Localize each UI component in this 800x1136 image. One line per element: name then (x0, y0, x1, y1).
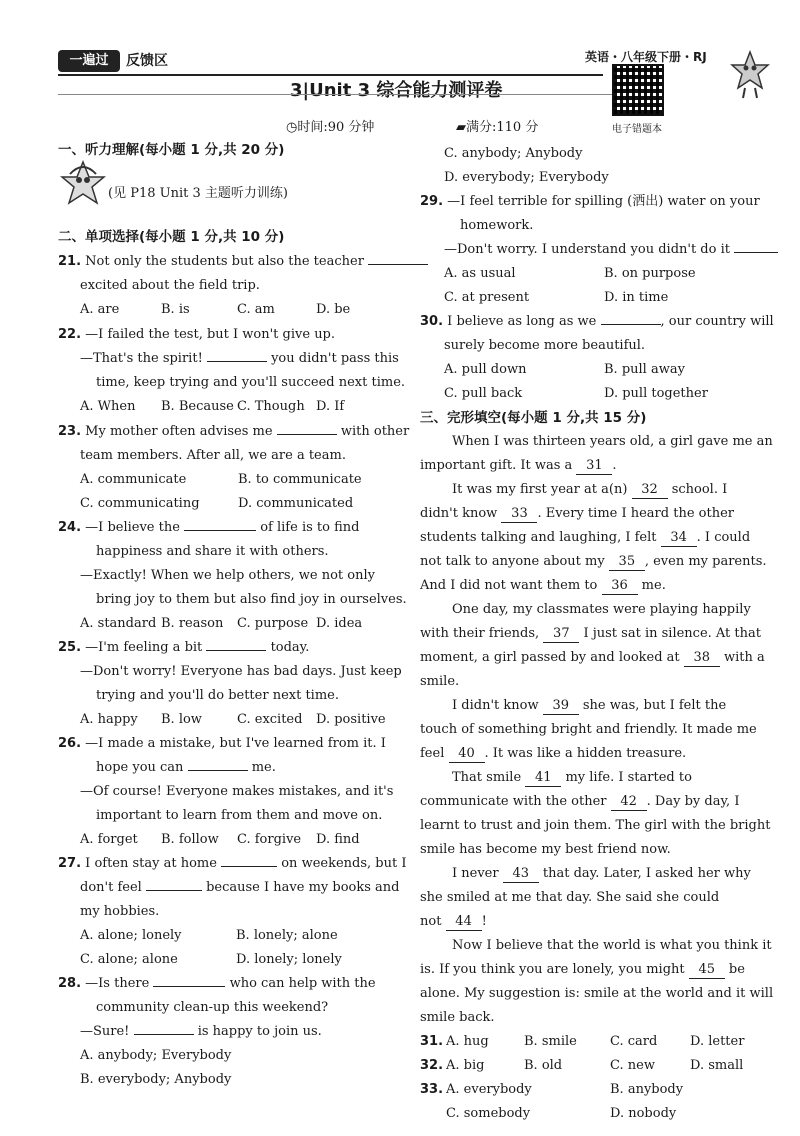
q32-option-d[interactable]: D. small (690, 1058, 744, 1073)
q22-option-b[interactable]: B. Because (161, 399, 234, 414)
passage-line: It was my first year at a(n) 32 school. I (452, 482, 728, 497)
q23-stem: 23. My mother often advises me with other (58, 424, 410, 439)
answer-blank[interactable] (184, 530, 256, 531)
passage-line: didn't know 33 . Every time I heard the other (420, 506, 734, 521)
q29-option-d[interactable]: D. in time (604, 290, 669, 305)
answer-blank[interactable] (206, 650, 266, 651)
q24-option-b[interactable]: B. reason (161, 616, 224, 631)
answer-blank[interactable] (146, 890, 202, 891)
q21-stem-line2: excited about the field trip. (80, 278, 260, 293)
q28-option-b[interactable]: B. everybody; Anybody (80, 1072, 232, 1087)
passage-line: not 44 ! (420, 914, 487, 929)
q23-stem-line2: team members. After all, we are a team. (80, 448, 346, 463)
cloze-blank-38[interactable]: 38 (684, 650, 720, 667)
passage-line: students talking and laughing, I felt 34 . I could (420, 530, 751, 545)
q23-option-b[interactable]: B. to communicate (238, 472, 362, 487)
q31-option-c[interactable]: C. card (610, 1034, 658, 1049)
q25-stem-line3: trying and you'll do better next time. (96, 688, 339, 703)
listening-note: (见 P18 Unit 3 主题听力训练) (108, 186, 288, 201)
passage-line: When I was thirteen years old, a girl gave me an (452, 434, 773, 449)
q30-stem-line2: surely become more beautiful. (444, 338, 646, 353)
q21-option-d[interactable]: D. be (316, 302, 351, 317)
q22-option-c[interactable]: C. Though (237, 399, 305, 414)
q29-option-c[interactable]: C. at present (444, 290, 530, 305)
passage-line: That smile 41 my life. I started to (452, 770, 692, 785)
clock-icon: ◷ (286, 120, 298, 135)
title-rule (58, 94, 618, 95)
listening-mascot-icon (60, 160, 106, 206)
q25-stem: 25. —I'm feeling a bit today. (58, 640, 310, 655)
q27-option-c[interactable]: C. alone; alone (80, 952, 178, 967)
passage-line: smile back. (420, 1010, 495, 1025)
q25-stem-line2: —Don't worry! Everyone has bad days. Just keep (80, 664, 402, 679)
q22-stem-line2: —That's the spirit! you didn't pass this (80, 351, 399, 366)
score-info: ▰满分:110 分 (456, 120, 539, 135)
q27-option-b[interactable]: B. lonely; alone (236, 928, 338, 943)
q33-option-d[interactable]: D. nobody (610, 1106, 677, 1121)
q31-option-b[interactable]: B. smile (524, 1034, 577, 1049)
answer-blank[interactable] (734, 252, 778, 253)
q26-stem-line3: —Of course! Everyone makes mistakes, and it's (80, 784, 394, 799)
passage-line: touch of something bright and friendly. It made me (420, 722, 757, 737)
cloze-blank-34[interactable]: 34 (661, 530, 697, 547)
cloze-blank-45[interactable]: 45 (689, 962, 725, 979)
q29-stem-line3: —Don't worry. I understand you didn't do it (444, 242, 778, 258)
q22-option-d[interactable]: D. If (316, 399, 345, 414)
passage-line: I didn't know 39 she was, but I felt the (452, 698, 727, 713)
passage-line: moment, a girl passed by and looked at 38 with a (420, 650, 765, 665)
cloze-blank-36[interactable]: 36 (602, 578, 638, 595)
q32-option-b[interactable]: B. old (524, 1058, 563, 1073)
q28-option-c[interactable]: C. anybody; Anybody (444, 146, 583, 161)
passage-line: One day, my classmates were playing happily (452, 602, 751, 617)
q31-number: 31. (420, 1034, 444, 1049)
q31-option-d[interactable]: D. letter (690, 1034, 745, 1049)
passage-line: she smiled at me that day. She said she could (420, 890, 720, 905)
q27-option-d[interactable]: D. lonely; lonely (236, 952, 342, 967)
q28-stem-line2: community clean-up this weekend? (96, 1000, 329, 1015)
q33-number: 33. (420, 1082, 444, 1097)
q25-option-c[interactable]: C. excited (237, 712, 303, 727)
qr-code-icon[interactable] (612, 64, 664, 116)
q24-stem-line4: bring joy to them but also find joy in ourselves. (96, 592, 407, 607)
q23-option-c[interactable]: C. communicating (80, 496, 200, 511)
q30-option-b[interactable]: B. pull away (604, 362, 685, 377)
q26-option-a[interactable]: A. forget (80, 832, 138, 847)
passage-line: is. If you think you are lonely, you might 45 be (420, 962, 745, 977)
section-3-heading: 三、完形填空(每小题 1 分,共 15 分) (420, 410, 647, 426)
q26-stem-line4: important to learn from them and move on. (96, 808, 383, 823)
hat-icon: ▰ (456, 120, 466, 135)
q29-stem-line2: homework. (460, 218, 534, 233)
time-info: ◷时间:90 分钟 (286, 120, 375, 135)
q28-stem-line3: —Sure! is happy to join us. (80, 1024, 322, 1039)
answer-blank[interactable] (221, 866, 277, 867)
q25-option-b[interactable]: B. low (161, 712, 202, 727)
answer-blank[interactable] (153, 986, 225, 987)
passage-line: not talk to anyone about my 35 , even my parents. (420, 554, 767, 569)
q33-option-b[interactable]: B. anybody (610, 1082, 684, 1097)
q22-stem: 22. —I failed the test, but I won't give up. (58, 327, 336, 342)
q21-option-c[interactable]: C. am (237, 302, 275, 317)
cloze-blank-40[interactable]: 40 (449, 746, 485, 763)
passage-line: feel 40 . It was like a hidden treasure. (420, 746, 687, 761)
q24-stem-line2: happiness and share it with others. (96, 544, 329, 559)
answer-blank[interactable] (207, 361, 267, 362)
grade-label: 英语・八年级下册・RJ (585, 50, 707, 64)
cloze-blank-33[interactable]: 33 (501, 506, 537, 523)
q21-stem: 21. Not only the students but also the teacher (58, 254, 428, 270)
answer-blank[interactable] (601, 324, 661, 325)
q29-stem: 29. —I feel terrible for spilling (洒出) water on your (420, 194, 760, 209)
q21-option-a[interactable]: A. are (80, 302, 120, 317)
q26-option-d[interactable]: D. find (316, 832, 360, 847)
cloze-blank-35[interactable]: 35 (609, 554, 645, 571)
q24-stem: 24. —I believe the of life is to find (58, 520, 360, 535)
q26-option-c[interactable]: C. forgive (237, 832, 302, 847)
q24-stem-line3: —Exactly! When we help others, we not only (80, 568, 375, 583)
passage-line: smile has become my best friend now. (420, 842, 671, 857)
cloze-blank-32[interactable]: 32 (632, 482, 668, 499)
q25-option-a[interactable]: A. happy (80, 712, 138, 727)
cloze-blank-39[interactable]: 39 (543, 698, 579, 715)
cloze-blank-41[interactable]: 41 (525, 770, 561, 787)
q28-stem: 28. —Is there who can help with the (58, 976, 376, 991)
q24-option-c[interactable]: C. purpose (237, 616, 309, 631)
q21-option-b[interactable]: B. is (161, 302, 190, 317)
q24-option-d[interactable]: D. idea (316, 616, 363, 631)
passage-line: important gift. It was a 31 . (420, 458, 617, 473)
q29-option-a[interactable]: A. as usual (444, 266, 516, 281)
q22-option-a[interactable]: A. When (80, 399, 136, 414)
q23-option-d[interactable]: D. communicated (238, 496, 354, 511)
cloze-blank-37[interactable]: 37 (543, 626, 579, 643)
q30-option-d[interactable]: D. pull together (604, 386, 708, 401)
q27-stem-line3: my hobbies. (80, 904, 160, 919)
section-1-heading: 一、听力理解(每小题 1 分,共 20 分) (58, 142, 285, 158)
passage-line: with their friends, 37 I just sat in silence. At that (420, 626, 761, 641)
q26-stem-line2: hope you can me. (96, 760, 276, 775)
q23-option-a[interactable]: A. communicate (80, 472, 187, 487)
q27-stem: 27. I often stay at home on weekends, but I (58, 856, 407, 871)
q25-option-d[interactable]: D. positive (316, 712, 386, 727)
section-label: 反馈区 (126, 53, 168, 69)
passage-line: communicate with the other 42 . Day by day, I (420, 794, 740, 809)
passage-line: alone. My suggestion is: smile at the world and it will (420, 986, 774, 1001)
mascot-icon (730, 50, 770, 100)
passage-line: I never 43 that day. Later, I asked her why (452, 866, 751, 881)
cloze-blank-44[interactable]: 44 (446, 914, 482, 931)
q31-option-a[interactable]: A. hug (446, 1034, 489, 1049)
cloze-blank-31[interactable]: 31 (576, 458, 612, 475)
q32-option-c[interactable]: C. new (610, 1058, 655, 1073)
q26-option-b[interactable]: B. follow (161, 832, 219, 847)
q30-option-c[interactable]: C. pull back (444, 386, 523, 401)
passage-line: smile. (420, 674, 460, 689)
answer-blank[interactable] (188, 770, 248, 771)
page-title: 3|Unit 3 综合能力测评卷 (290, 80, 503, 101)
q33-option-a[interactable]: A. everybody (446, 1082, 532, 1097)
q29-option-b[interactable]: B. on purpose (604, 266, 696, 281)
q26-stem: 26. —I made a mistake, but I've learned from it. I (58, 736, 386, 751)
q28-option-a[interactable]: A. anybody; Everybody (80, 1048, 232, 1063)
q32-number: 32. (420, 1058, 444, 1073)
q30-option-a[interactable]: A. pull down (444, 362, 527, 377)
passage-line: Now I believe that the world is what you think it (452, 938, 772, 953)
brand-badge: 一遍过 (58, 50, 120, 72)
q30-stem: 30. I believe as long as we , our country will (420, 314, 774, 329)
q27-stem-line2: don't feel because I have my books and (80, 880, 400, 895)
q24-option-a[interactable]: A. standard (80, 616, 157, 631)
qr-label: 电子错题本 (612, 124, 662, 135)
q28-option-d[interactable]: D. everybody; Everybody (444, 170, 609, 185)
q22-stem-line3: time, keep trying and you'll succeed next time. (96, 375, 406, 390)
passage-line: learnt to trust and join them. The girl with the bright (420, 818, 771, 833)
q27-option-a[interactable]: A. alone; lonely (80, 928, 182, 943)
passage-line: And I did not want them to 36 me. (420, 578, 666, 593)
answer-blank[interactable] (134, 1034, 194, 1035)
answer-blank[interactable] (368, 264, 428, 265)
cloze-blank-43[interactable]: 43 (503, 866, 539, 883)
q32-option-a[interactable]: A. big (446, 1058, 485, 1073)
q33-option-c[interactable]: C. somebody (446, 1106, 531, 1121)
section-2-heading: 二、单项选择(每小题 1 分,共 10 分) (58, 229, 285, 245)
answer-blank[interactable] (277, 434, 337, 435)
cloze-blank-42[interactable]: 42 (611, 794, 647, 811)
